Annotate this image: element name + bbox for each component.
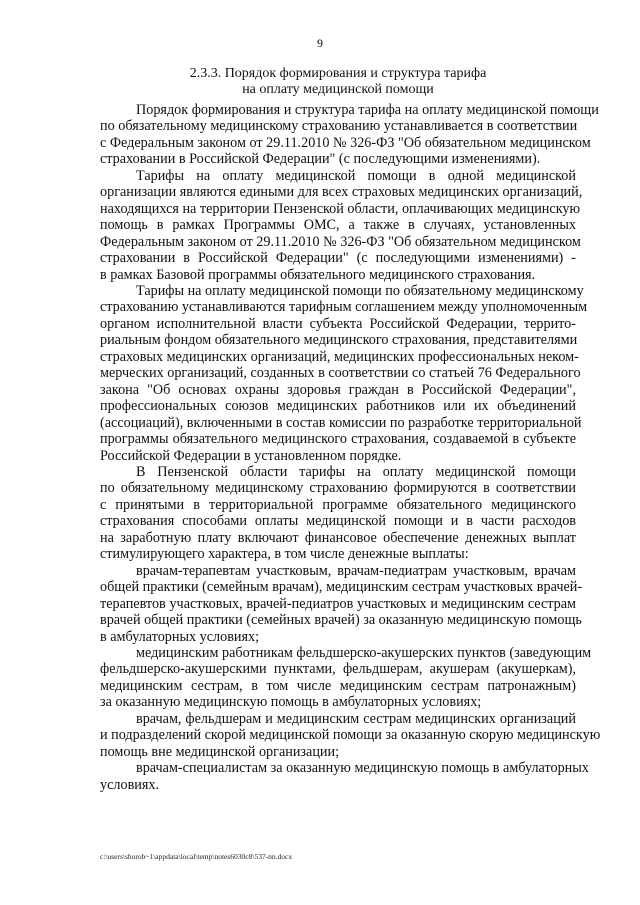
- paragraph-line: стимулирующего характера, в том числе денежные выплаты:: [100, 546, 469, 563]
- paragraph-line: с Федеральным законом от 29.11.2010 № 326-ФЗ "Об обязательном медицинском: [100, 134, 591, 151]
- paragraph: [100, 464, 576, 563]
- paragraph-line: фельдшерско-акушерскими пунктами, фельдшерам, акушерам (акушеркам),: [100, 661, 576, 678]
- paragraph-line: программы обязательного медицинского страхования, создаваемой в субъекте: [100, 431, 576, 448]
- paragraph-line: за оказанную медицинскую помощь в амбулаторных условиях;: [100, 694, 482, 711]
- paragraph-line: профессиональных союзов медицинских работников или их объединений: [100, 398, 576, 415]
- paragraph: [100, 710, 601, 760]
- paragraph-line: органом исполнительной власти субъекта Российской Федерации, террито-: [100, 315, 576, 332]
- section-heading-line-1: 2.3.3. Порядок формирования и структура тарифа: [189, 66, 487, 81]
- section-heading-line-2: на оплату медицинской помощи: [242, 82, 434, 97]
- paragraph-line: терапевтов участковых, врачей-педиатров участковых и медицинским сестрам: [100, 595, 576, 612]
- paragraph-line: врачам, фельдшерам и медицинским сестрам медицинских организаций: [136, 710, 576, 727]
- file-path-footer: c:\users\shorob~1\appdata\local\temp\notes6030c8\537-nn.docx: [100, 852, 293, 861]
- paragraph: [100, 562, 583, 645]
- paragraph-line: с принятыми в территориальной программе обязательного медицинского: [100, 496, 576, 513]
- paragraph-line: мерческих организаций, созданных в соответствии со статьей 76 Федерального: [100, 365, 581, 382]
- paragraph-line: (ассоциаций), включенными в состав комиссии по разработке территориальной: [100, 414, 582, 431]
- paragraph: [100, 167, 583, 283]
- paragraph-line: помощь в рамках Программы ОМС, а также в случаях, установленных: [100, 217, 576, 234]
- paragraph-line: страховых медицинских организаций, медицинских профессиональных неком-: [100, 348, 579, 365]
- paragraph: [100, 102, 599, 168]
- paragraph-line: врачам-специалистам за оказанную медицинскую помощь в амбулаторных: [136, 760, 589, 777]
- paragraph-line: Федеральным законом от 29.11.2010 № 326-ФЗ "Об обязательном медицинском: [100, 233, 581, 250]
- section-heading: [100, 66, 576, 98]
- paragraph-line: и подразделений скорой медицинской помощи за оказанную скорую медицинскую: [100, 727, 601, 744]
- paragraph-line: медицинским сестрам, в том числе медицинским сестрам патронажным): [100, 677, 576, 694]
- paragraph-line: медицинским работникам фельдшерско-акушерских пунктов (заведующим: [136, 644, 592, 661]
- paragraph-line: страховании в Российской Федерации" (с последующими изменениями).: [100, 151, 541, 168]
- paragraph-line: риальным фондом обязательного медицинского страхования, представителями: [100, 332, 578, 349]
- paragraph-line: общей практики (семейным врачам), медицинским сестрам участковых врачей-: [100, 579, 583, 596]
- paragraph-line: врачам-терапевтам участковым, врачам-педиатрам участковым, врачам: [136, 562, 576, 579]
- paragraph-line: по обязательному медицинскому страхованию формируются в соответствии: [100, 480, 576, 497]
- paragraph-line: В Пензенской области тарифы на оплату медицинской помощи: [136, 463, 576, 480]
- paragraph-line: Тарифы на оплату медицинской помощи в одной медицинской: [136, 167, 576, 184]
- paragraph-line: Тарифы на оплату медицинской помощи по обязательному медицинскому: [136, 282, 584, 299]
- paragraph: [100, 760, 589, 793]
- paragraph-line: находящихся на территории Пензенской области, оплачивающих медицинскую: [100, 200, 581, 217]
- paragraph-line: страховании в Российской Федерации" (с последующими изменениями) -: [100, 250, 576, 267]
- paragraph-line: врачей общей практики (семейных врачей) за оказанную медицинскую помощь: [100, 612, 582, 629]
- paragraph-line: по обязательному медицинскому страхованию устанавливается в соответствии: [100, 118, 578, 135]
- paragraph-line: Порядок формирования и структура тарифа на оплату медицинской помощи: [136, 102, 599, 118]
- paragraph-line: Российской Федерации в установленном порядке.: [100, 447, 402, 464]
- paragraph-line: в рамках Базовой программы обязательного медицинского страхования.: [100, 266, 536, 283]
- paragraph: [100, 282, 588, 464]
- page-number: 9: [317, 36, 323, 50]
- paragraph-line: условиях.: [100, 776, 160, 793]
- paragraph-line: организации являются едиными для всех страховых медицинских организаций,: [100, 184, 583, 201]
- paragraph-line: в амбулаторных условиях;: [100, 628, 260, 645]
- paragraph-line: помощь вне медицинской организации;: [100, 743, 340, 760]
- paragraph-line: закона "Об основах охраны здоровья граждан в Российской Федерации",: [100, 381, 576, 398]
- paragraph-line: страхованию устанавливаются тарифным соглашением между уполномоченным: [100, 299, 588, 316]
- paragraph: [100, 644, 592, 711]
- paragraph-line: страхования способами оплаты медицинской помощи и в части расходов: [100, 513, 576, 530]
- paragraph-line: на заработную плату включают финансовое обеспечение денежных выплат: [100, 529, 576, 546]
- body-text: [100, 102, 601, 793]
